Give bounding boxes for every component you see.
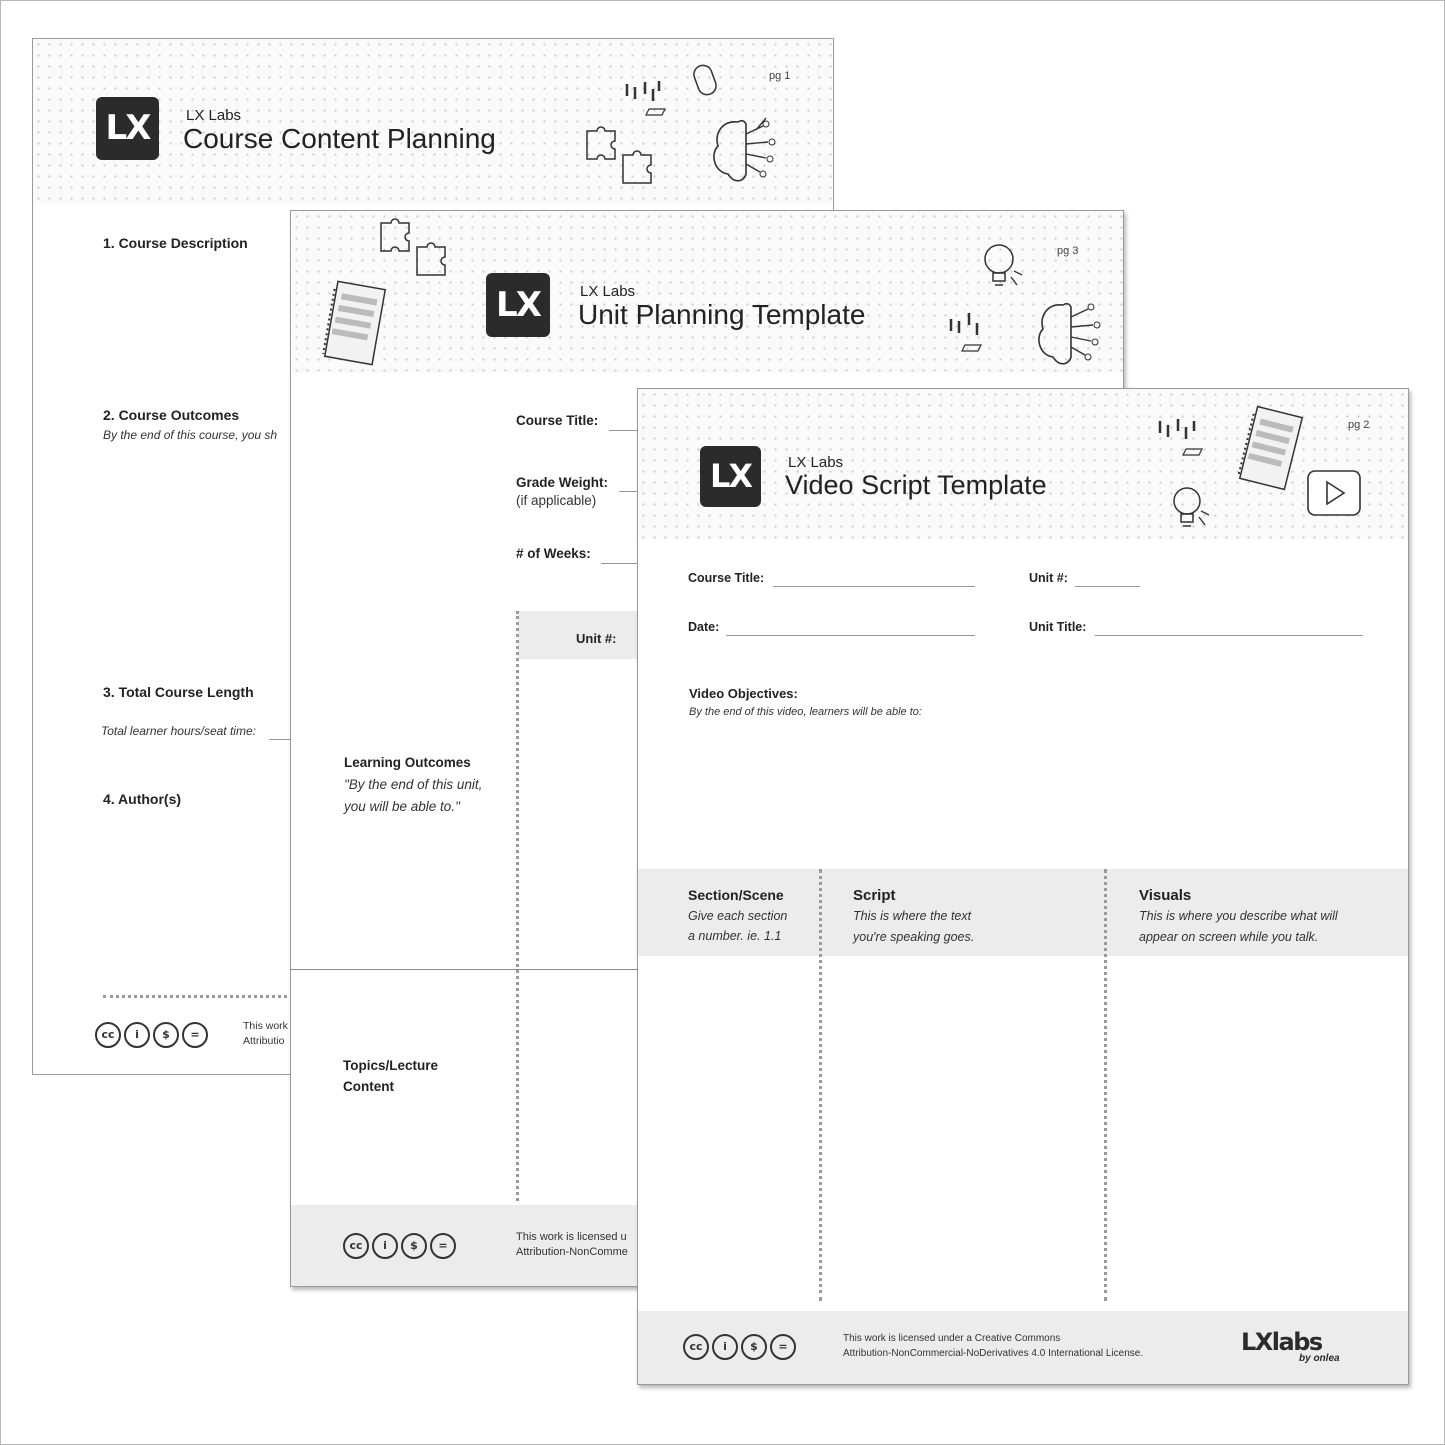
nd-icon: =: [770, 1334, 796, 1360]
page-title: Unit Planning Template: [578, 299, 866, 330]
course-title-field[interactable]: [609, 430, 639, 431]
paperclips-icon: [947, 307, 997, 355]
brand-label: LX Labs: [580, 283, 636, 300]
course-title-field[interactable]: [773, 586, 975, 587]
lightbulb-icon: [981, 241, 1023, 293]
by-icon: i: [372, 1233, 398, 1259]
by-icon: i: [124, 1022, 150, 1048]
video-objectives-hint: By the end of this video, learners will be able to:: [689, 706, 922, 718]
topics-label-1: Topics/Lecture: [343, 1058, 439, 1073]
section-course-outcomes: 2. Course Outcomes: [103, 407, 240, 423]
column-divider-1: [819, 869, 822, 1301]
page-video-script-template: [637, 388, 1409, 1385]
col-visuals-hint-2: appear on screen while you talk.: [1139, 930, 1319, 944]
col-script-title: Script: [853, 887, 896, 904]
license-line-2: Attribution-NonComme: [516, 1246, 628, 1258]
page-number: pg 1: [769, 70, 791, 82]
license-line-1: This work: [243, 1020, 288, 1032]
cc-icon: cc: [95, 1022, 121, 1048]
section-course-description: 1. Course Description: [103, 235, 248, 251]
total-hours-label: Total learner hours/seat time:: [101, 724, 256, 738]
nd-icon: =: [430, 1233, 456, 1259]
license-line-2: Attributio: [243, 1035, 285, 1047]
col-script-hint-2: you're speaking goes.: [853, 930, 975, 944]
notebook-icon: [1234, 405, 1308, 495]
grade-weight-hint: (if applicable): [516, 493, 597, 508]
section-total-course-length: 3. Total Course Length: [103, 684, 254, 700]
topics-label-2: Content: [343, 1079, 394, 1094]
puzzle-icon: [377, 217, 452, 277]
license-text: [516, 1230, 628, 1260]
column-divider-2: [1104, 869, 1107, 1301]
date-field[interactable]: [726, 635, 975, 636]
unit-number-field[interactable]: [1075, 586, 1140, 587]
learning-outcomes-hint-1: "By the end of this unit,: [344, 777, 483, 792]
col-section-scene-title: Section/Scene: [688, 887, 784, 903]
nc-icon: $: [401, 1233, 427, 1259]
col-script-hint-1: This is where the text: [853, 909, 972, 923]
footer-divider: [103, 995, 293, 998]
paperclips-icon: [1156, 415, 1216, 461]
cc-license-icons: [343, 1233, 456, 1259]
nd-icon: =: [182, 1022, 208, 1048]
nc-icon: $: [741, 1334, 767, 1360]
grade-weight-label: Grade Weight:: [516, 475, 609, 490]
footer-logo-text: LXlabs: [1241, 1328, 1322, 1356]
unit-number-label: Unit #:: [1029, 571, 1068, 585]
brand-label: LX Labs: [186, 107, 242, 124]
brain-icon: [708, 114, 788, 189]
lx-logo: LX: [486, 273, 550, 337]
cc-license-icons: [683, 1334, 796, 1360]
col-visuals-title: Visuals: [1139, 887, 1192, 904]
notebook-icon: [317, 279, 397, 371]
lightbulb-icon: [1171, 485, 1211, 535]
learning-outcomes-label: Learning Outcomes: [344, 755, 471, 770]
nc-icon: $: [153, 1022, 179, 1048]
weeks-field[interactable]: [601, 563, 641, 564]
page-title: Video Script Template: [785, 470, 1047, 500]
section-authors: 4. Author(s): [103, 791, 182, 807]
brand-label: LX Labs: [788, 454, 844, 471]
license-line-2: Attribution-NonCommercial-NoDerivatives 4.0 International License.: [843, 1348, 1144, 1359]
video-objectives-label: Video Objectives:: [689, 686, 798, 701]
col-section-scene-hint-2: a number. ie. 1.1: [688, 929, 782, 943]
license-line-1: This work is licensed under a Creative Commons: [843, 1333, 1061, 1344]
unit-title-field[interactable]: [1095, 635, 1363, 636]
footer-logo-sub: by onlea: [1299, 1353, 1340, 1364]
mouse-icon: [688, 61, 724, 101]
license-line-1: This work is licensed u: [516, 1231, 627, 1243]
row-divider: [291, 969, 641, 970]
cc-icon: cc: [683, 1334, 709, 1360]
lx-logo: LX: [700, 446, 761, 507]
date-label: Date:: [688, 620, 720, 634]
cc-icon: cc: [343, 1233, 369, 1259]
unit-number-label: Unit #:: [576, 631, 617, 646]
learning-outcomes-hint-2: you will be able to.": [344, 799, 460, 814]
puzzle-icon: [583, 125, 658, 185]
cc-license-icons: [95, 1022, 208, 1048]
play-button-icon: [1306, 469, 1362, 517]
license-text: [243, 1019, 288, 1049]
weeks-label: # of Weeks:: [516, 546, 591, 561]
column-divider: [516, 611, 519, 1201]
paperclips-icon: [623, 79, 673, 119]
lx-logo: LX: [96, 97, 159, 160]
page-number: pg 3: [1057, 245, 1079, 257]
course-title-label: Course Title:: [516, 413, 599, 428]
grade-weight-field[interactable]: [619, 491, 639, 492]
course-title-label: Course Title:: [688, 571, 765, 585]
col-visuals-hint-1: This is where you describe what will: [1139, 909, 1338, 923]
lxlabs-footer-logo: [1241, 1329, 1361, 1375]
page-title: Course Content Planning: [183, 123, 496, 154]
col-section-scene-hint-1: Give each section: [688, 909, 788, 923]
brain-icon: [1033, 299, 1113, 369]
license-text: [843, 1331, 1143, 1361]
course-outcomes-hint: By the end of this course, you sh: [103, 428, 278, 442]
page-number: pg 2: [1348, 419, 1370, 431]
by-icon: i: [712, 1334, 738, 1360]
unit-title-label: Unit Title:: [1029, 620, 1087, 634]
